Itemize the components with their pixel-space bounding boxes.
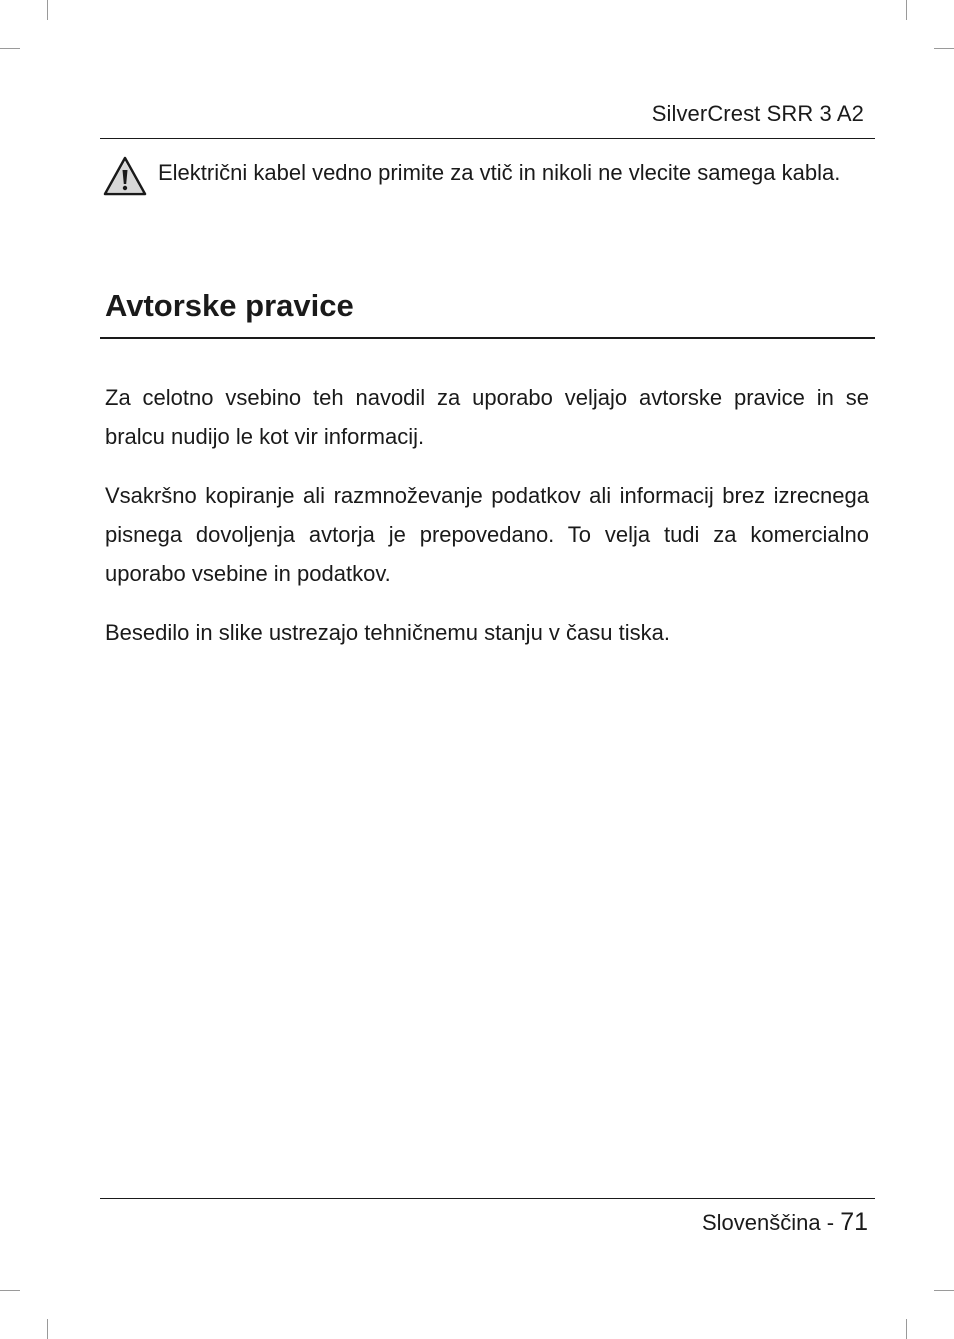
crop-mark (906, 0, 907, 20)
crop-mark (0, 1290, 20, 1291)
warning-notice (102, 153, 870, 192)
paragraph: Vsakršno kopiranje ali razmnoževanje podatkov ali informacij brez izrecnega pisnega dovoljenja avtorja je prepovedano. To velja tudi za komercialno uporabo vsebine in podatkov. (105, 483, 869, 586)
section-divider (100, 337, 875, 339)
warning-text: Električni kabel vedno primite za vtič in nikoli ne vlecite samega kabla. (158, 160, 841, 185)
crop-mark (47, 1319, 48, 1339)
page-footer (702, 1207, 868, 1238)
crop-mark (0, 48, 20, 49)
crop-mark (934, 48, 954, 49)
crop-mark (934, 1290, 954, 1291)
footer-divider (100, 1198, 875, 1199)
header-divider (100, 138, 875, 139)
section-title: Avtorske pravice (105, 288, 354, 323)
warning-triangle-icon (102, 155, 148, 197)
section-body (105, 378, 869, 672)
paragraph: Besedilo in slike ustrezajo tehničnemu stanju v času tiska. (105, 620, 670, 645)
page-number: 71 (840, 1208, 868, 1236)
crop-mark (47, 0, 48, 20)
footer-language: Slovenščina - (702, 1210, 841, 1235)
crop-mark (906, 1319, 907, 1339)
paragraph: Za celotno vsebino teh navodil za uporabo veljajo avtorske pravice in se bralcu nudijo le kot vir informacij. (105, 385, 869, 449)
header-product-name: SilverCrest SRR 3 A2 (651, 101, 864, 126)
